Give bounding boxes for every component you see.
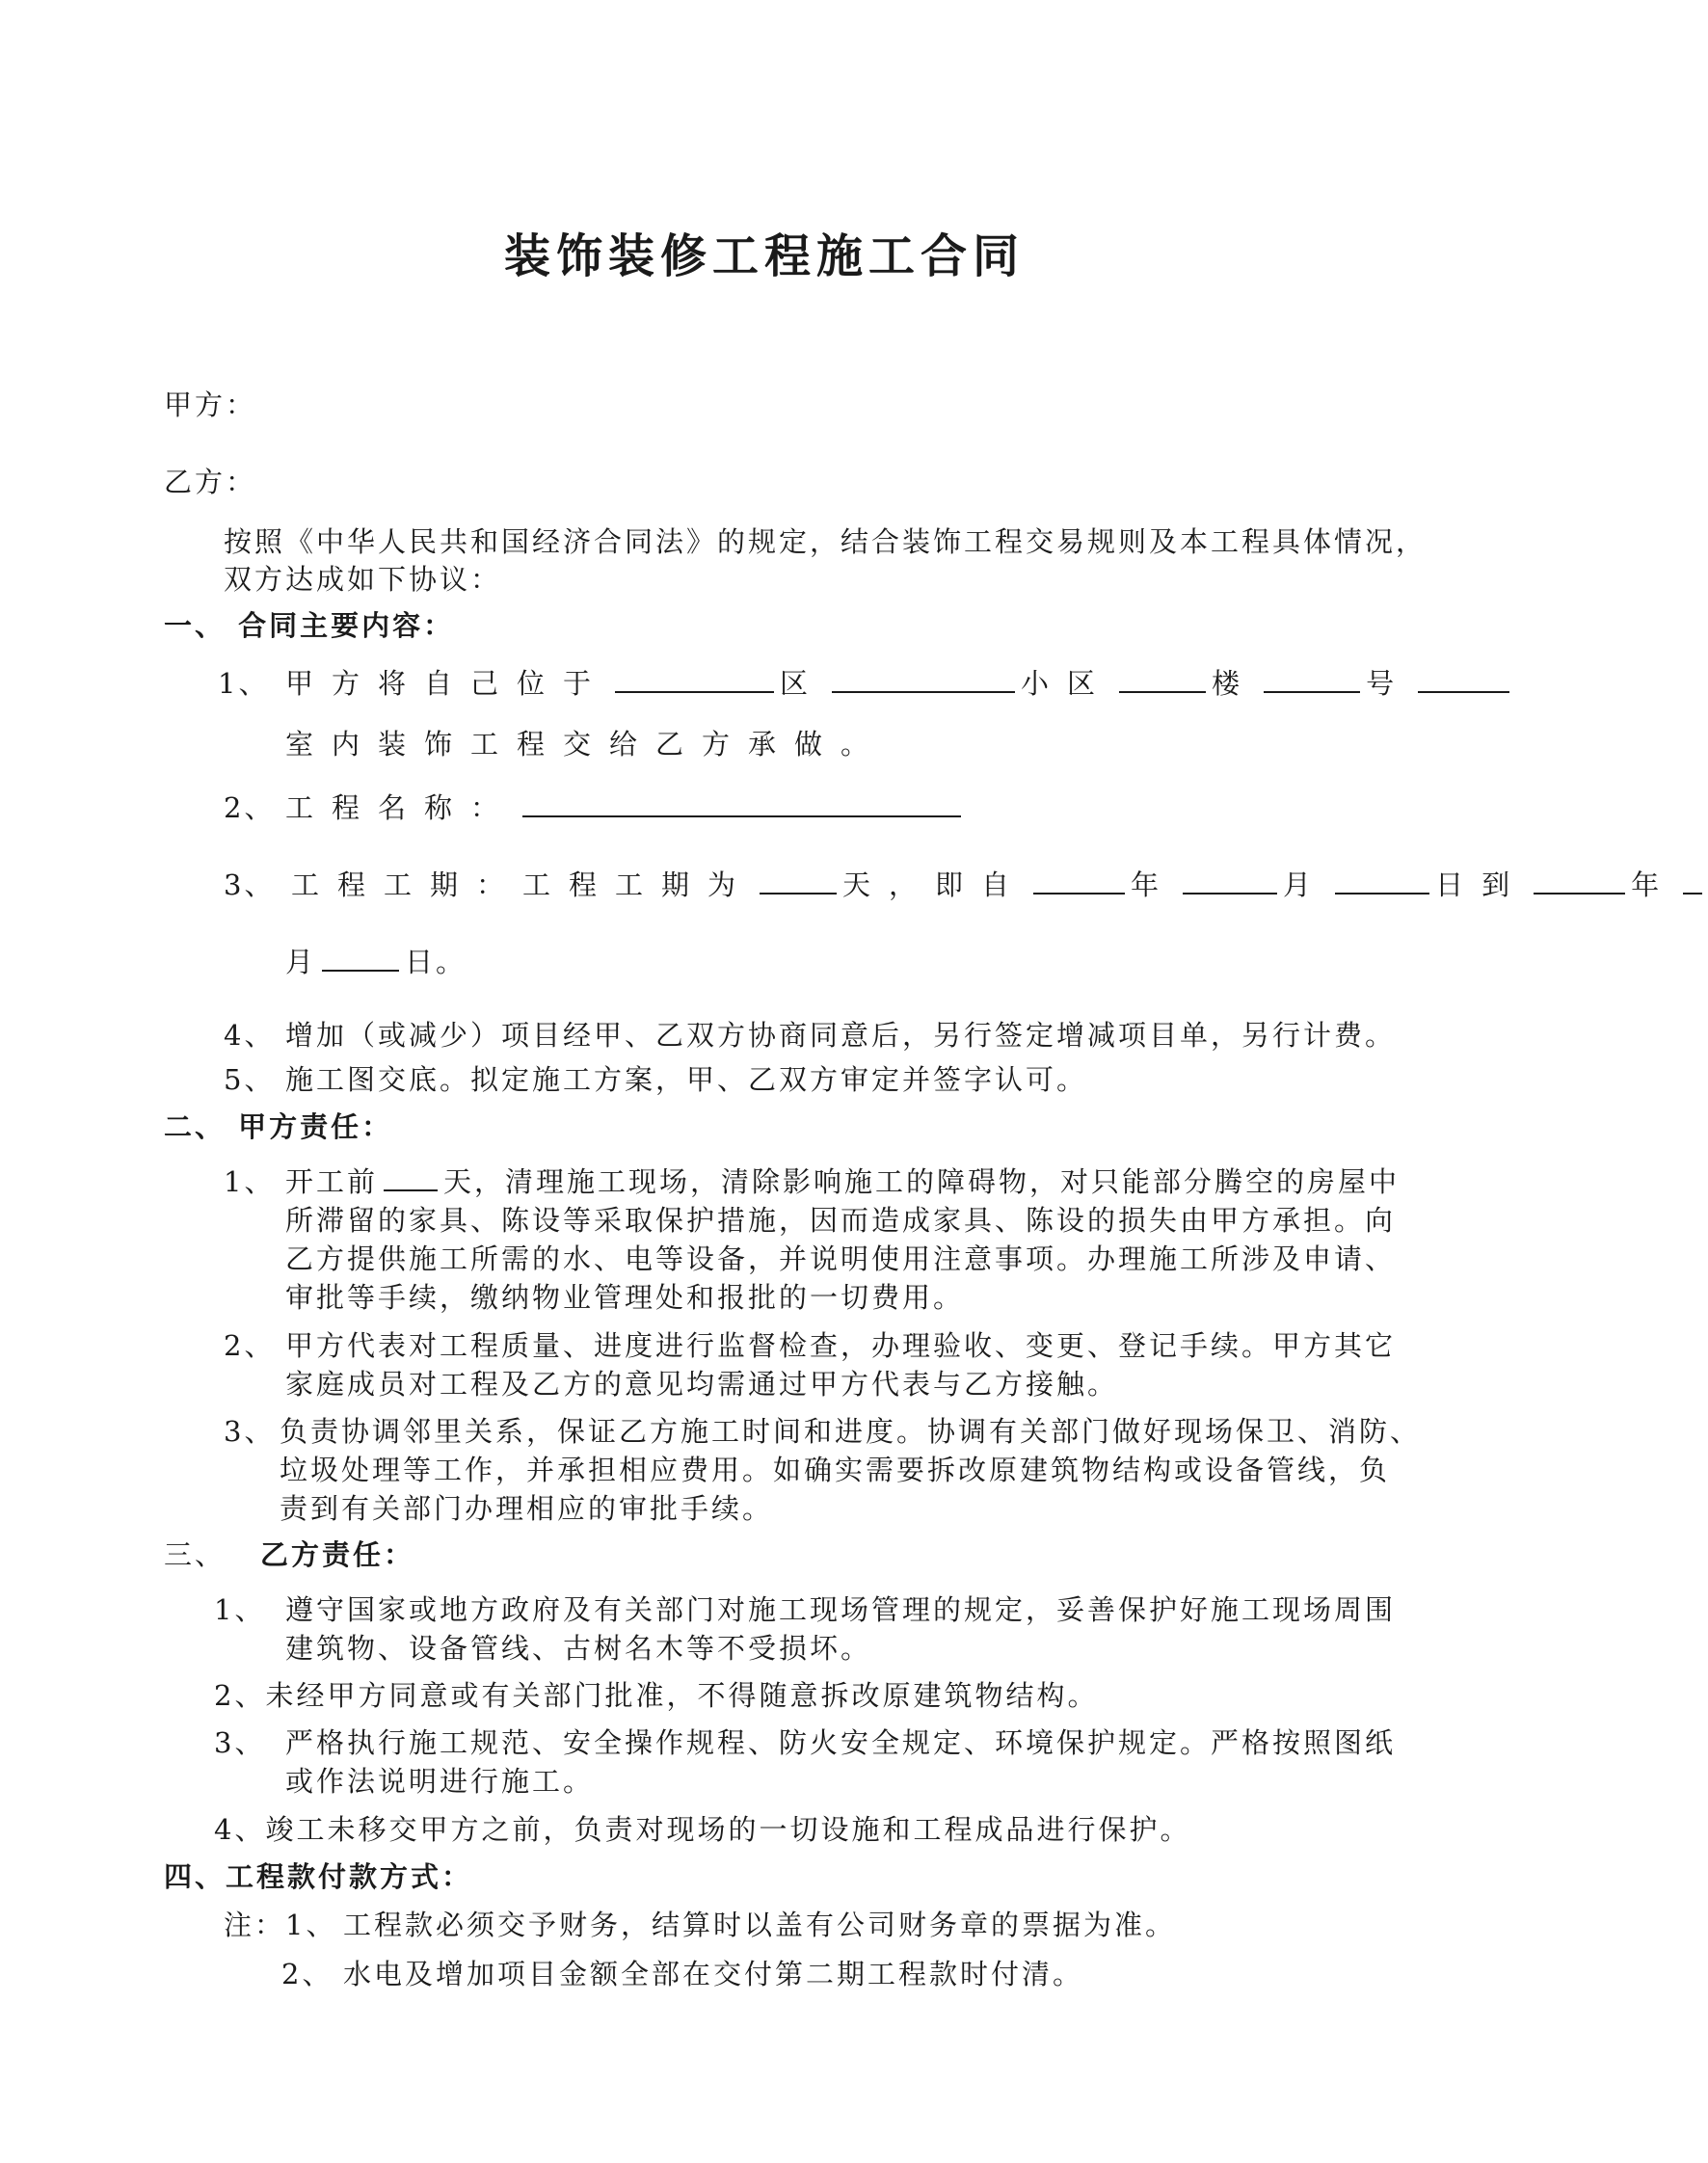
party-b-label: 乙方： [164, 466, 257, 498]
unit-number-blank [1264, 668, 1360, 693]
s1-item1-text-building: 楼 [1212, 667, 1259, 700]
duration-text: 工程工期：工程工期为 [291, 868, 755, 901]
s2-item3-number: 3、 [224, 1415, 276, 1448]
s2-item1-line3: 乙方提供施工所需的水、电等设备，并说明使用注意事项。办理施工所涉及申请、 [285, 1242, 1397, 1275]
start-month-blank [1183, 869, 1277, 895]
s2-item3-line1: 负责协调邻里关系，保证乙方施工时间和进度。协调有关部门做好现场保卫、消防、 [280, 1415, 1422, 1448]
s3-item1-line2: 建筑物、设备管线、古树名木等不受损坏。 [285, 1632, 872, 1665]
s2-item1-line2: 所滞留的家具、陈设等采取保护措施，因而造成家具、陈设的损失由甲方承担。向 [285, 1204, 1397, 1237]
s1-item1-text-location: 甲方将自己位于 [285, 667, 610, 700]
s2-item3-line2: 垃圾处理等工作，并承担相应费用。如确实需要拆改原建筑物结构或设备管线，负 [280, 1454, 1391, 1486]
section-3-number: 三、 [164, 1538, 227, 1571]
s1-item3-line2 [285, 945, 467, 979]
start-day-text: 日到 [1435, 868, 1529, 901]
s2-item3-line3: 责到有关部门办理相应的审批手续。 [280, 1492, 774, 1525]
s2-item1-line1 [285, 1164, 1400, 1199]
s1-item3-line1 [291, 868, 1708, 902]
s3-item2-text: 2、未经甲方同意或有关部门批准，不得随意拆改原建筑物结构。 [214, 1679, 1099, 1712]
days-text: 天，即自 [842, 868, 1028, 901]
district-blank [615, 668, 774, 693]
section-4-heading: 四、工程款付款方式： [164, 1860, 473, 1893]
preamble-line-2: 双方达成如下协议： [224, 563, 502, 596]
days-blank [760, 869, 837, 895]
s1-item2-line [285, 790, 967, 825]
s1-item5-number: 5、 [224, 1063, 276, 1096]
community-blank [832, 668, 1015, 693]
end-year-blank [1534, 869, 1625, 895]
s3-item3-number: 3、 [214, 1726, 266, 1759]
section-2-heading: 二、 甲方责任： [164, 1110, 393, 1143]
note-2-number: 2、 [281, 1958, 334, 1990]
project-name-blank [522, 792, 961, 817]
end-month-blank [1683, 869, 1702, 895]
s3-item3-line2: 或作法说明进行施工。 [285, 1765, 595, 1798]
s1-item4-number: 4、 [224, 1019, 276, 1052]
end-day-text: 日。 [405, 946, 467, 978]
s1-item2-number: 2、 [224, 791, 276, 824]
note-label: 注：1、 [224, 1909, 337, 1941]
note-1-text: 工程款必须交予财务，结算时以盖有公司财务章的票据为准。 [343, 1909, 1177, 1941]
s3-item4-text: 4、竣工未移交甲方之前，负责对现场的一切设施和工程成品进行保护。 [214, 1813, 1191, 1846]
s2-item1-text-after: 天，清理施工现场，清除影响施工的障碍物，对只能部分腾空的房屋中 [443, 1165, 1401, 1198]
s1-item1-line1 [285, 666, 1515, 701]
prep-days-blank [384, 1166, 438, 1191]
end-month-text: 月 [285, 946, 317, 978]
s1-item1-text-district: 区 [780, 667, 827, 700]
s1-item1-text-number: 号 [1366, 667, 1413, 700]
s3-item1-number: 1、 [214, 1593, 266, 1626]
note-2-text: 水电及增加项目金额全部在交付第二期工程款时付清。 [343, 1958, 1084, 1990]
section-3-heading: 乙方责任： [260, 1538, 415, 1571]
s2-item1-line4: 审批等手续，缴纳物业管理处和报批的一切费用。 [285, 1281, 965, 1314]
s1-item1-line2: 室内装饰工程交给乙方承做。 [285, 728, 888, 761]
section-1-heading: 一、 合同主要内容： [164, 609, 455, 642]
project-name-label: 工程名称： [285, 791, 518, 824]
s1-item3-number: 3、 [224, 868, 276, 901]
s2-item1-text-before: 开工前 [285, 1165, 379, 1198]
party-a-label: 甲方： [164, 388, 257, 421]
room-blank [1418, 668, 1509, 693]
s2-item2-number: 2、 [224, 1329, 276, 1362]
start-month-text: 月 [1283, 868, 1330, 901]
document-title: 装饰装修工程施工合同 [503, 229, 1025, 283]
s3-item3-line1: 严格执行施工规范、安全操作规程、防火安全规定、环境保护规定。严格按照图纸 [285, 1726, 1397, 1759]
s1-item1-text-community: 小区 [1021, 667, 1114, 700]
end-day-blank [322, 947, 399, 972]
s2-item2-line1: 甲方代表对工程质量、进度进行监督检查，办理验收、变更、登记手续。甲方其它 [285, 1329, 1397, 1362]
s1-item1-number: 1、 [218, 667, 270, 700]
start-day-blank [1335, 869, 1429, 895]
preamble-line-1: 按照《中华人民共和国经济合同法》的规定，结合装饰工程交易规则及本工程具体情况， [224, 525, 1428, 558]
s1-item5-text: 施工图交底。拟定施工方案，甲、乙双方审定并签字认可。 [285, 1063, 1088, 1096]
start-year-text: 年 [1131, 868, 1178, 901]
s2-item2-line2: 家庭成员对工程及乙方的意见均需通过甲方代表与乙方接触。 [285, 1368, 1119, 1401]
start-year-blank [1033, 869, 1125, 895]
end-year-text: 年 [1631, 868, 1678, 901]
s2-item1-number: 1、 [224, 1165, 276, 1198]
building-blank [1119, 668, 1206, 693]
s1-item4-text: 增加（或减少）项目经甲、乙双方协商同意后，另行签定增减项目单，另行计费。 [285, 1019, 1397, 1052]
s3-item1-line1: 遵守国家或地方政府及有关部门对施工现场管理的规定，妥善保护好施工现场周围 [285, 1593, 1397, 1626]
